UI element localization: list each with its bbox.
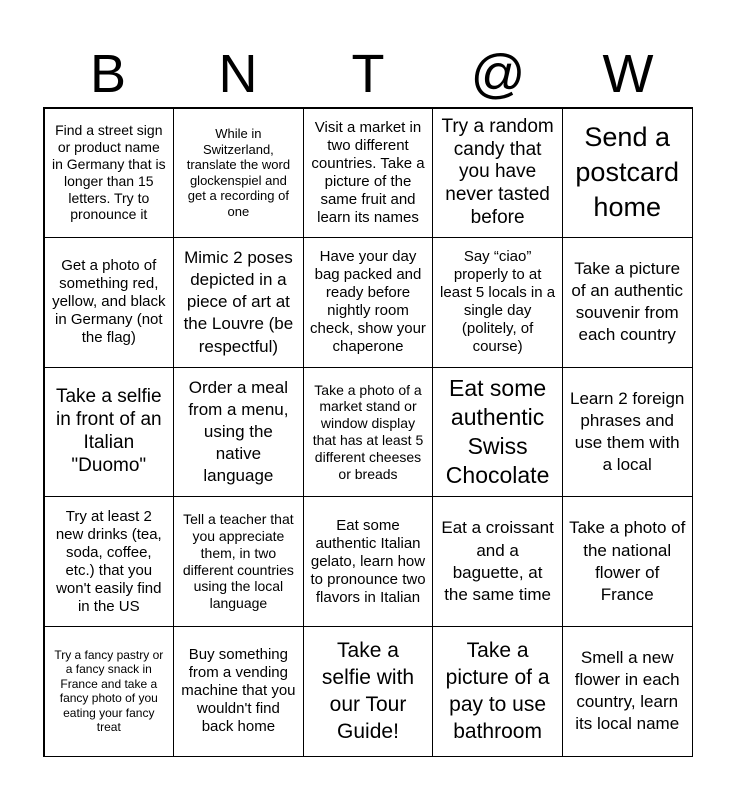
bingo-cell: Take a photo of a market stand or window display that has at least 5 different cheeses or breads (303, 367, 434, 498)
bingo-cell: Take a selfie with our Tour Guide! (303, 626, 434, 757)
bingo-cell: Say “ciao” properly to at least 5 locals in a single day (politely, of course) (432, 237, 563, 368)
bingo-cell: Buy something from a vending machine that you wouldn't find back home (173, 626, 304, 757)
bingo-cell: Try a fancy pastry or a fancy snack in France and take a fancy photo of you eating your fancy treat (44, 626, 175, 757)
bingo-cell: Tell a teacher that you appreciate them, in two different countries using the local language (173, 496, 304, 627)
bingo-cell: Find a street sign or product name in Germany that is longer than 15 letters. Try to pronounce it (44, 108, 175, 239)
bingo-cell: Take a photo of the national flower of France (562, 496, 693, 627)
bingo-cell: Order a meal from a menu, using the native language (173, 367, 304, 498)
bingo-cell: Take a picture of an authentic souvenir from each country (562, 237, 693, 368)
bingo-cell: Try a random candy that you have never tasted before (432, 108, 563, 239)
header-letter-n: N (218, 44, 258, 104)
bingo-cell: While in Switzerland, translate the word glockenspiel and get a recording of one (173, 108, 304, 239)
header-symbol-at: @ (470, 44, 526, 104)
bingo-cell: Take a selfie in front of an Italian "Duomo" (44, 367, 175, 498)
bingo-cell: Learn 2 foreign phrases and use them with a local (562, 367, 693, 498)
bingo-cell: Visit a market in two different countries. Take a picture of the same fruit and learn its names (303, 108, 434, 239)
header-letter-t: T (351, 44, 385, 104)
bingo-cell: Mimic 2 poses depicted in a piece of art at the Louvre (be respectful) (173, 237, 304, 368)
bingo-cell: Take a picture of a pay to use bathroom (432, 626, 563, 757)
bingo-cell: Eat some authentic Swiss Chocolate (432, 367, 563, 498)
header-letter-b: B (89, 44, 127, 104)
bingo-cell: Have your day bag packed and ready before nightly room check, show your chaperone (303, 237, 434, 368)
bingo-cell: Smell a new flower in each country, learn its local name (562, 626, 693, 757)
bingo-grid (43, 107, 693, 757)
bingo-cell: Get a photo of something red, yellow, and black in Germany (not the flag) (44, 237, 175, 368)
bingo-cell: Eat some authentic Italian gelato, learn how to pronounce two flavors in Italian (303, 496, 434, 627)
header-letter-w: W (602, 44, 654, 104)
bingo-cell: Eat a croissant and a baguette, at the same time (432, 496, 563, 627)
bingo-cell: Send a postcard home (562, 108, 693, 239)
bingo-cell: Try at least 2 new drinks (tea, soda, coffee, etc.) that you won't easily find in the US (44, 496, 175, 627)
bingo-header-row (43, 42, 693, 106)
